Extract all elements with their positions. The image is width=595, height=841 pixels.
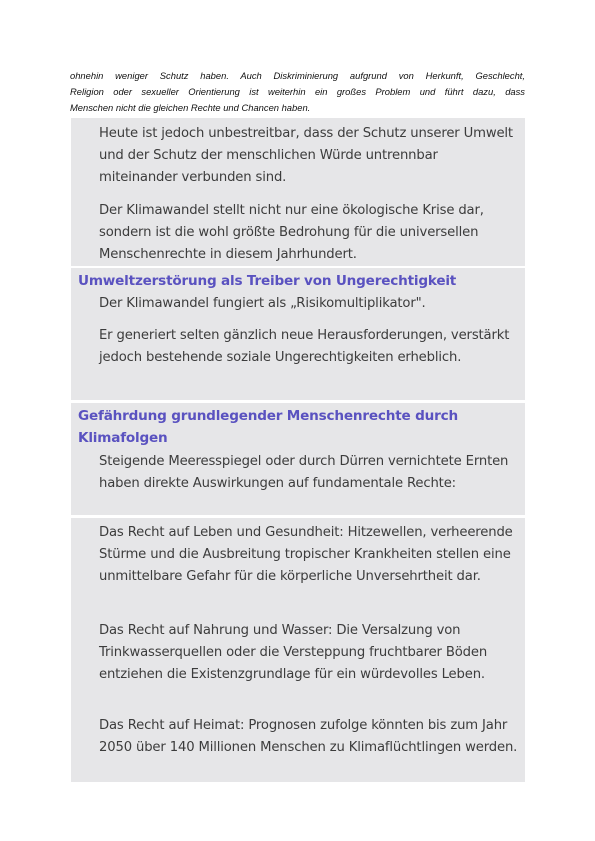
text-box-section-1 bbox=[71, 268, 525, 400]
intro-paragraph bbox=[70, 68, 525, 116]
paragraph: Er generiert selten gänzlich neue Herausforderungen, verstärkt jedoch bestehende soziale Ungerechtigkeiten erheblich. bbox=[99, 328, 510, 365]
text-box-rights-list bbox=[71, 518, 525, 782]
intro-line: ohnehin weniger Schutz haben. Auch Diskriminierung aufgrund von Herkunft, Geschlecht, bbox=[70, 70, 525, 81]
paragraph: Der Klimawandel fungiert als „Risikomultiplikator". bbox=[99, 296, 426, 311]
paragraph: Das Recht auf Leben und Gesundheit: Hitzewellen, verheerende Stürme und die Ausbreitung tropischer Krankheiten stellen eine unmittelbare Gefahr für die körperliche Unversehrtheit dar. bbox=[99, 525, 513, 584]
paragraph: Steigende Meeresspiegel oder durch Dürren vernichtete Ernten haben direkte Auswirkungen auf fundamentale Rechte: bbox=[99, 454, 509, 491]
intro-line: Religion oder sexueller Orientierung ist weiterhin ein großes Problem und führt dazu, dass bbox=[70, 86, 525, 97]
text-box-section-2 bbox=[71, 403, 525, 515]
text-box-intro bbox=[71, 118, 525, 266]
paragraph: Der Klimawandel stellt nicht nur eine ökologische Krise dar, sondern ist die wohl größte Bedrohung für die universellen Menschenrechte in diesem Jahrhundert. bbox=[99, 203, 484, 262]
section-heading: Gefährdung grundlegender Menschenrechte durch Klimafolgen bbox=[78, 408, 458, 446]
paragraph: Das Recht auf Nahrung und Wasser: Die Versalzung von Trinkwasserquellen oder die Versteppung fruchtbarer Böden entziehen die Existenzgrundlage für ein würdevolles Leben. bbox=[99, 623, 488, 682]
paragraph: Heute ist jedoch unbestreitbar, dass der Schutz unserer Umwelt und der Schutz der menschlichen Würde untrennbar miteinander verbunden sind. bbox=[99, 126, 513, 185]
intro-line: Menschen nicht die gleichen Rechte und Chancen haben. bbox=[70, 102, 311, 113]
section-heading: Umweltzerstörung als Treiber von Ungerechtigkeit bbox=[78, 273, 457, 289]
paragraph: Das Recht auf Heimat: Prognosen zufolge könnten bis zum Jahr 2050 über 140 Millionen Menschen zu Klimaflüchtlingen werden. bbox=[99, 718, 518, 755]
